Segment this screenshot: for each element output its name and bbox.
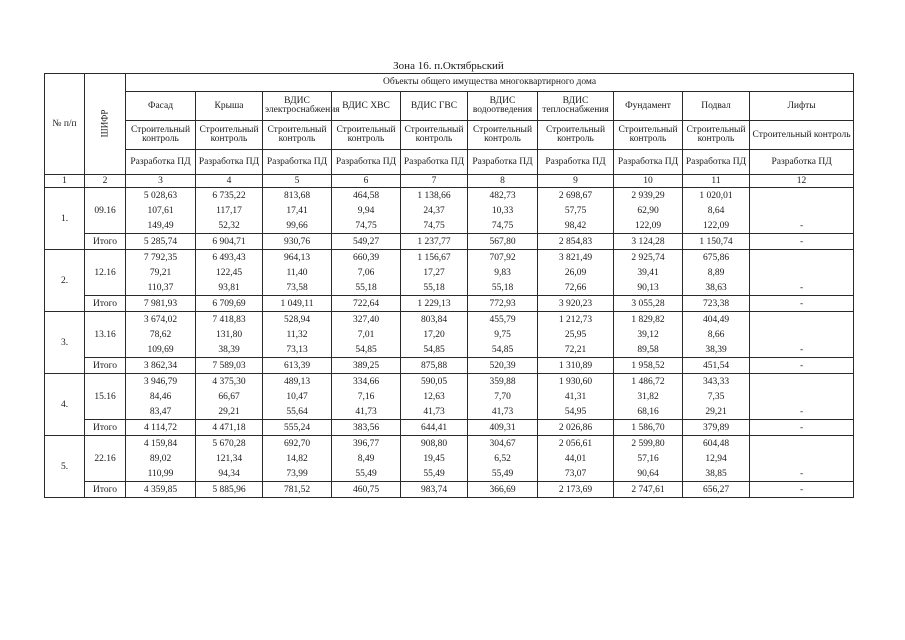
value-cell: 343,33 [683,374,750,390]
value-cell: 908,80 [401,436,468,452]
value-cell: 122,09 [614,218,683,234]
column-header: Фундамент [614,92,683,121]
value-cell: 404,49 [683,312,750,328]
value-cell: 54,95 [538,404,614,420]
value-cell: 55,49 [468,466,538,482]
value-cell: 90,64 [614,466,683,482]
value-cell: 39,12 [614,327,683,342]
value-cell: - [750,466,854,482]
value-cell: 117,17 [196,203,263,218]
value-cell: 68,16 [614,404,683,420]
value-cell: 528,94 [263,312,332,328]
num-header: № п/п [45,74,85,175]
value-cell: 7,06 [332,265,401,280]
total-cell: - [750,482,854,498]
table-row [45,404,854,420]
value-cell: 10,47 [263,389,332,404]
total-row [45,358,854,374]
value-cell: 38,63 [683,280,750,296]
table-row [45,436,854,452]
value-cell: 604,48 [683,436,750,452]
column-header: ВДИС ХВС [332,92,401,121]
value-cell: 590,05 [401,374,468,390]
value-cell: 54,85 [468,342,538,358]
value-cell: - [750,404,854,420]
table-row [45,265,854,280]
column-header: Фасад [126,92,196,121]
value-cell: 675,86 [683,250,750,266]
cost-table [44,73,854,498]
total-cell: - [750,296,854,312]
value-cell: 1 486,72 [614,374,683,390]
value-cell: 9,75 [468,327,538,342]
value-cell: 2 698,67 [538,188,614,204]
index-cell: 8 [468,175,538,188]
value-cell: 396,77 [332,436,401,452]
design-label: Разработка ПД [263,150,332,175]
table-row [45,451,854,466]
total-cell: 613,39 [263,358,332,374]
value-cell: 54,85 [401,342,468,358]
design-label: Разработка ПД [468,150,538,175]
value-cell: 55,49 [401,466,468,482]
total-cell: 6 709,69 [196,296,263,312]
value-cell: 55,49 [332,466,401,482]
table-row [45,250,854,266]
row-number: 5. [45,436,85,498]
value-cell: 1 212,73 [538,312,614,328]
value-cell: 55,18 [468,280,538,296]
value-cell: 55,18 [401,280,468,296]
total-cell: 7 981,93 [126,296,196,312]
value-cell [750,188,854,204]
value-cell: 7,16 [332,389,401,404]
value-cell: 5 670,28 [196,436,263,452]
value-cell: 19,45 [401,451,468,466]
total-cell: 4 471,18 [196,420,263,436]
design-label: Разработка ПД [683,150,750,175]
value-cell: 122,09 [683,218,750,234]
value-cell: 8,66 [683,327,750,342]
value-cell: 41,73 [332,404,401,420]
value-cell: 26,09 [538,265,614,280]
row-code: 12.16 [85,250,126,296]
control-label: Строительный контроль [332,121,401,150]
value-cell: 57,16 [614,451,683,466]
value-cell [750,327,854,342]
value-cell: 4 159,84 [126,436,196,452]
row-number: 2. [45,250,85,312]
total-cell: 1 049,11 [263,296,332,312]
value-cell: 660,39 [332,250,401,266]
table-row [45,312,854,328]
column-header: ВДИС электроснабжения [263,92,332,121]
value-cell: 31,82 [614,389,683,404]
value-cell [750,203,854,218]
value-cell: 489,13 [263,374,332,390]
value-cell: 482,73 [468,188,538,204]
value-cell: 1 930,60 [538,374,614,390]
value-cell: 107,61 [126,203,196,218]
total-cell: 555,24 [263,420,332,436]
total-cell: 1 586,70 [614,420,683,436]
value-cell: 25,95 [538,327,614,342]
value-cell: 2 599,80 [614,436,683,452]
value-cell: 7,35 [683,389,750,404]
value-cell: 964,13 [263,250,332,266]
row-number: 4. [45,374,85,436]
value-cell: 57,75 [538,203,614,218]
value-cell [750,312,854,328]
value-cell: 4 375,30 [196,374,263,390]
total-cell: 3 862,34 [126,358,196,374]
total-row [45,420,854,436]
value-cell: 131,80 [196,327,263,342]
value-cell: 2 925,74 [614,250,683,266]
total-cell: - [750,234,854,250]
value-cell [750,436,854,452]
value-cell: 74,75 [401,218,468,234]
column-header: ВДИС водоотведения [468,92,538,121]
total-cell: 7 589,03 [196,358,263,374]
total-cell: 389,25 [332,358,401,374]
index-cell: 5 [263,175,332,188]
total-cell: 5 885,96 [196,482,263,498]
value-cell: 8,49 [332,451,401,466]
value-cell: 110,99 [126,466,196,482]
total-cell: 781,52 [263,482,332,498]
index-cell: 11 [683,175,750,188]
row-code: 09.16 [85,188,126,234]
objects-header: Объекты общего имущества многоквартирного дома [126,74,854,92]
row-number: 3. [45,312,85,374]
total-cell: 4 114,72 [126,420,196,436]
value-cell: 39,41 [614,265,683,280]
total-cell: 520,39 [468,358,538,374]
total-cell: 772,93 [468,296,538,312]
value-cell: 72,66 [538,280,614,296]
column-header: Лифты [750,92,854,121]
value-cell: 813,68 [263,188,332,204]
table-row [45,203,854,218]
cipher-header: ШИФР [85,74,126,175]
value-cell: 803,84 [401,312,468,328]
value-cell [750,265,854,280]
design-label: Разработка ПД [126,150,196,175]
design-label: Разработка ПД [538,150,614,175]
total-cell: 379,89 [683,420,750,436]
value-cell: 14,82 [263,451,332,466]
total-cell: 3 055,28 [614,296,683,312]
row-code: 13.16 [85,312,126,358]
value-cell: 304,67 [468,436,538,452]
value-cell: - [750,342,854,358]
value-cell: 94,34 [196,466,263,482]
value-cell: 7,70 [468,389,538,404]
value-cell: 12,63 [401,389,468,404]
value-cell: 692,70 [263,436,332,452]
value-cell: 1 138,66 [401,188,468,204]
index-cell: 3 [126,175,196,188]
value-cell: 359,88 [468,374,538,390]
value-cell: 11,32 [263,327,332,342]
value-cell: 10,33 [468,203,538,218]
control-label: Строительный контроль [263,121,332,150]
column-header: Крыша [196,92,263,121]
value-cell: 8,64 [683,203,750,218]
index-cell: 10 [614,175,683,188]
value-cell: 1 156,67 [401,250,468,266]
value-cell: 6,52 [468,451,538,466]
value-cell [750,250,854,266]
value-cell: 707,92 [468,250,538,266]
value-cell: 84,46 [126,389,196,404]
index-cell: 7 [401,175,468,188]
table-row [45,280,854,296]
value-cell [750,389,854,404]
value-cell: 2 939,29 [614,188,683,204]
value-cell: 89,58 [614,342,683,358]
value-cell: 24,37 [401,203,468,218]
control-label: Строительный контроль [126,121,196,150]
value-cell: 464,58 [332,188,401,204]
total-cell: 5 285,74 [126,234,196,250]
value-cell: 110,37 [126,280,196,296]
index-cell: 6 [332,175,401,188]
value-cell: 83,47 [126,404,196,420]
value-cell: 44,01 [538,451,614,466]
total-cell: 930,76 [263,234,332,250]
value-cell: 41,73 [401,404,468,420]
value-cell: 455,79 [468,312,538,328]
table-row [45,342,854,358]
table-row [45,327,854,342]
value-cell: 74,75 [332,218,401,234]
total-cell: 3 920,23 [538,296,614,312]
total-cell: 451,54 [683,358,750,374]
total-cell: 460,75 [332,482,401,498]
design-label: Разработка ПД [332,150,401,175]
value-cell: 74,75 [468,218,538,234]
total-cell: 6 904,71 [196,234,263,250]
value-cell: 6 735,22 [196,188,263,204]
table-row [45,218,854,234]
control-label: Строительный контроль [538,121,614,150]
value-cell: 11,40 [263,265,332,280]
total-cell: 656,27 [683,482,750,498]
value-cell: 9,94 [332,203,401,218]
total-cell: 1 229,13 [401,296,468,312]
index-cell: 4 [196,175,263,188]
index-cell: 9 [538,175,614,188]
value-cell: 29,21 [683,404,750,420]
total-cell: 2 854,83 [538,234,614,250]
total-cell: 2 026,86 [538,420,614,436]
value-cell: 55,64 [263,404,332,420]
value-cell: 54,85 [332,342,401,358]
design-label: Разработка ПД [750,150,854,175]
column-header: Подвал [683,92,750,121]
value-cell: 79,21 [126,265,196,280]
value-cell: 3 946,79 [126,374,196,390]
value-cell: 73,07 [538,466,614,482]
total-label: Итого [85,420,126,436]
value-cell: 5 028,63 [126,188,196,204]
value-cell: 2 056,61 [538,436,614,452]
column-header: ВДИС ГВС [401,92,468,121]
row-number: 1. [45,188,85,250]
control-label: Строительный контроль [614,121,683,150]
total-cell: 383,56 [332,420,401,436]
value-cell: 78,62 [126,327,196,342]
row-code: 15.16 [85,374,126,420]
value-cell: 38,39 [196,342,263,358]
value-cell: 121,34 [196,451,263,466]
control-label: Строительный контроль [196,121,263,150]
total-label: Итого [85,234,126,250]
value-cell: 1 829,82 [614,312,683,328]
table-row [45,188,854,204]
value-cell: 122,45 [196,265,263,280]
value-cell: 38,85 [683,466,750,482]
total-label: Итого [85,358,126,374]
total-cell: 722,64 [332,296,401,312]
value-cell: 62,90 [614,203,683,218]
value-cell: 6 493,43 [196,250,263,266]
design-label: Разработка ПД [614,150,683,175]
value-cell: 17,41 [263,203,332,218]
value-cell: - [750,280,854,296]
total-cell: - [750,358,854,374]
row-code: 22.16 [85,436,126,482]
value-cell: 9,83 [468,265,538,280]
index-cell: 1 [45,175,85,188]
table-row [45,389,854,404]
total-row [45,296,854,312]
value-cell: 72,21 [538,342,614,358]
table-row [45,466,854,482]
value-cell: 7 792,35 [126,250,196,266]
total-cell: 983,74 [401,482,468,498]
value-cell: 98,42 [538,218,614,234]
zone-title: Зона 16. п.Октябрьский [393,60,504,72]
total-cell: 4 359,85 [126,482,196,498]
table-row [45,374,854,390]
value-cell: 55,18 [332,280,401,296]
total-cell: 2 173,69 [538,482,614,498]
total-cell: 366,69 [468,482,538,498]
control-label: Строительный контроль [750,121,854,150]
total-cell: 567,80 [468,234,538,250]
total-row [45,234,854,250]
value-cell: 12,94 [683,451,750,466]
column-header: ВДИС теплоснабжения [538,92,614,121]
total-cell: 644,41 [401,420,468,436]
value-cell [750,374,854,390]
value-cell: 8,89 [683,265,750,280]
index-cell: 12 [750,175,854,188]
value-cell: - [750,218,854,234]
total-cell: 1 310,89 [538,358,614,374]
value-cell: 7 418,83 [196,312,263,328]
total-label: Итого [85,296,126,312]
value-cell: 149,49 [126,218,196,234]
control-label: Строительный контроль [683,121,750,150]
control-label: Строительный контроль [468,121,538,150]
value-cell: 109,69 [126,342,196,358]
total-cell: 1 958,52 [614,358,683,374]
design-label: Разработка ПД [401,150,468,175]
value-cell: 89,02 [126,451,196,466]
value-cell: 73,13 [263,342,332,358]
value-cell: 52,32 [196,218,263,234]
value-cell: 99,66 [263,218,332,234]
value-cell: 334,66 [332,374,401,390]
total-row [45,482,854,498]
value-cell: 17,27 [401,265,468,280]
total-cell: 875,88 [401,358,468,374]
control-label: Строительный контроль [401,121,468,150]
value-cell: 66,67 [196,389,263,404]
value-cell: 29,21 [196,404,263,420]
value-cell: 73,58 [263,280,332,296]
value-cell: 1 020,01 [683,188,750,204]
total-cell: 549,27 [332,234,401,250]
value-cell: 73,99 [263,466,332,482]
value-cell: 17,20 [401,327,468,342]
total-cell: - [750,420,854,436]
value-cell: 90,13 [614,280,683,296]
index-cell: 2 [85,175,126,188]
value-cell: 93,81 [196,280,263,296]
total-cell: 409,31 [468,420,538,436]
value-cell: 3 674,02 [126,312,196,328]
total-cell: 1 237,77 [401,234,468,250]
value-cell: 41,31 [538,389,614,404]
value-cell: 327,40 [332,312,401,328]
total-cell: 1 150,74 [683,234,750,250]
total-cell: 2 747,61 [614,482,683,498]
value-cell: 7,01 [332,327,401,342]
total-cell: 3 124,28 [614,234,683,250]
value-cell: 41,73 [468,404,538,420]
total-cell: 723,38 [683,296,750,312]
design-label: Разработка ПД [196,150,263,175]
total-label: Итого [85,482,126,498]
value-cell [750,451,854,466]
value-cell: 3 821,49 [538,250,614,266]
value-cell: 38,39 [683,342,750,358]
